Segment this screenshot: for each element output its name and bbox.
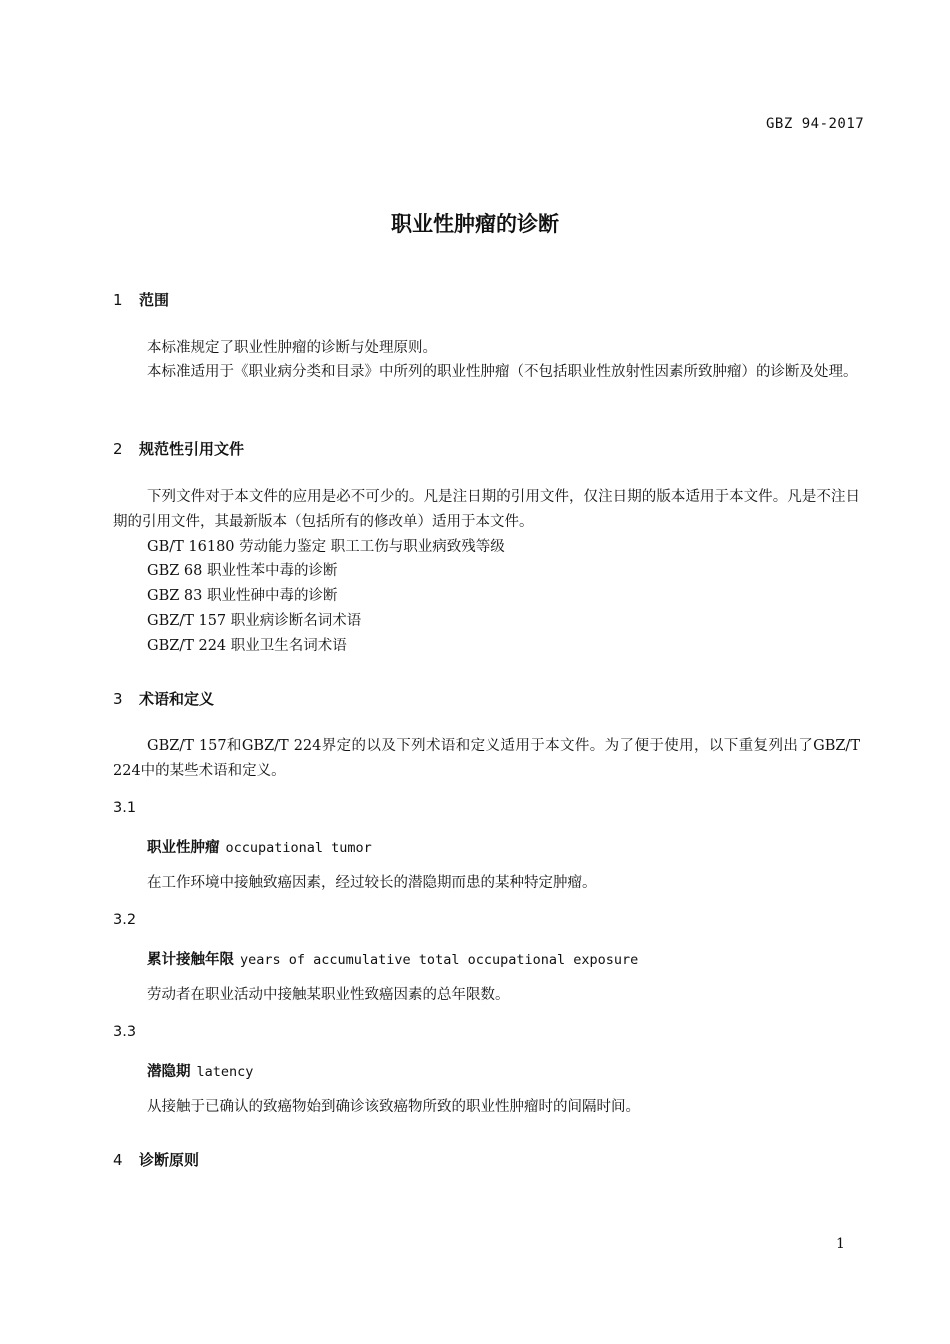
paragraph: 下列文件对于本文件的应用是必不可少的。凡是注日期的引用文件，仅注日期的版本适用于本文件。凡是不注日期的引用文件，其最新版本（包括所有的修改单）适用于本文件。: [113, 489, 860, 530]
paragraph: 本标准适用于《职业病分类和目录》中所列的职业性肿瘤（不包括职业性放射性因素所致肿瘤）的诊断及处理。: [147, 364, 858, 380]
term-number: 3.2: [113, 912, 137, 928]
term-chinese: 潜隐期: [147, 1064, 191, 1080]
term-definition: 在工作环境中接触致癌因素，经过较长的潜隐期而患的某种特定肿瘤。: [147, 875, 597, 891]
term-entry: [147, 948, 638, 969]
term-number: 3.1: [113, 800, 137, 816]
term-number: 3.3: [113, 1024, 137, 1040]
page-number: 1: [836, 1236, 845, 1252]
document-title: 职业性肿瘤的诊断: [391, 212, 559, 236]
reference-item: GBZ/T 224 职业卫生名词术语: [147, 638, 347, 654]
section-number: 1: [113, 291, 123, 309]
section-number: 3: [113, 690, 123, 708]
term-english: years of accumulative total occupational exposure: [240, 952, 639, 968]
section-title: 范围: [139, 291, 170, 309]
term-english: latency: [196, 1064, 254, 1080]
term-english: occupational tumor: [225, 840, 372, 856]
term-chinese: 累计接触年限: [147, 952, 234, 968]
section-heading-diagnostic-principles: [113, 1149, 199, 1170]
section-number: 4: [113, 1151, 123, 1169]
reference-item: GBZ/T 157 职业病诊断名词术语: [147, 613, 362, 629]
section-title: 诊断原则: [139, 1151, 200, 1169]
paragraph: 本标准规定了职业性肿瘤的诊断与处理原则。: [147, 340, 437, 356]
section-number: 2: [113, 440, 123, 458]
section-heading-terms-definitions: [113, 688, 214, 709]
term-entry: [147, 836, 372, 857]
section-title: 术语和定义: [139, 690, 215, 708]
term-entry: [147, 1060, 253, 1081]
term-chinese: 职业性肿瘤: [147, 840, 220, 856]
standard-code: GBZ 94-2017: [766, 116, 865, 132]
section-heading-normative-references: [113, 438, 244, 459]
reference-item: GB/T 16180 劳动能力鉴定 职工工伤与职业病致残等级: [147, 539, 505, 555]
reference-item: GBZ 68 职业性苯中毒的诊断: [147, 563, 338, 579]
section-heading-scope: [113, 289, 169, 310]
term-definition: 劳动者在职业活动中接触某职业性致癌因素的总年限数。: [147, 987, 510, 1003]
paragraph: GBZ/T 157和GBZ/T 224界定的以及下列术语和定义适用于本文件。为了便于使用，以下重复列出了GBZ/T 224中的某些术语和定义。: [113, 738, 860, 779]
reference-item: GBZ 83 职业性砷中毒的诊断: [147, 588, 338, 604]
section-title: 规范性引用文件: [139, 440, 245, 458]
term-definition: 从接触于已确认的致癌物始到确诊该致癌物所致的职业性肿瘤时的间隔时间。: [147, 1099, 640, 1115]
